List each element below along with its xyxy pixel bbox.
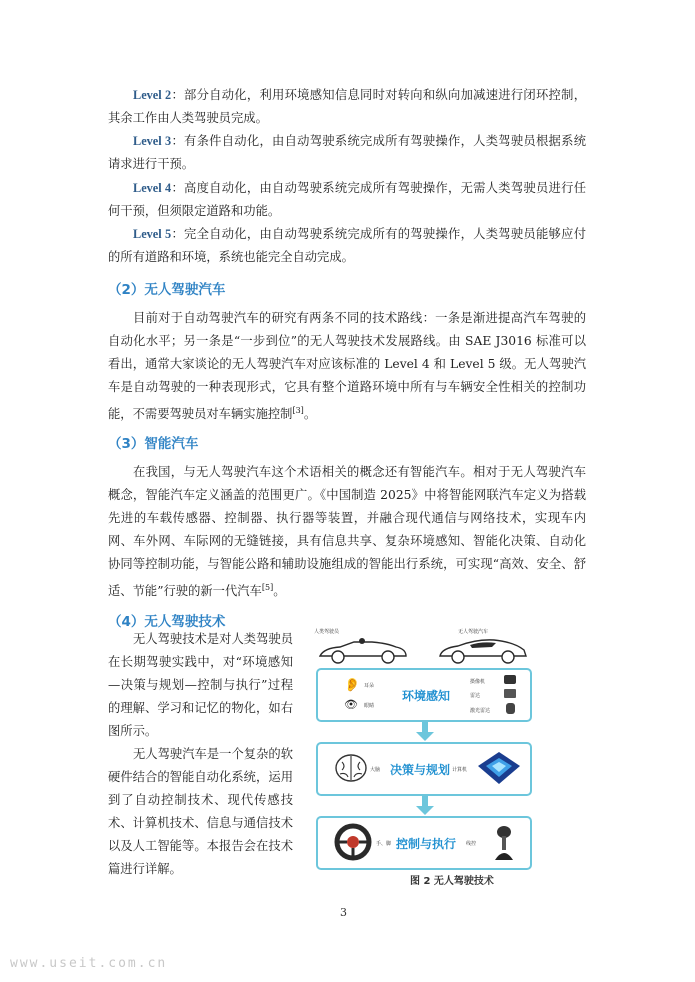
decision-box [316, 742, 532, 796]
computer-label: 计算机 [452, 767, 468, 773]
citation-3: [3] [292, 406, 304, 415]
brain-icon [334, 752, 368, 784]
human-driver-label: 人类驾驶员 [314, 629, 340, 635]
perception-box [316, 668, 532, 722]
chip-icon [476, 750, 522, 786]
section-3-heading: （3）智能汽车 [108, 436, 199, 452]
radar-label: 雷达 [470, 693, 481, 699]
level-2-label: Level 2 [133, 88, 172, 102]
eye-icon: 👁 [344, 698, 358, 711]
section-2-text: 目前对于自动驾驶汽车的研究有两条不同的技术路线：一条是渐进提高汽车驾驶的自动化水平；另一条是“一步到位”的无人驾驶技术发展路线。由 SAE J3016 标准可以看出，通常大家谈论的无人驾驶汽车对应该标准的 Level 4 和 Level 5 级。无人驾驶汽车是自动驾驶的一种表现形式，它具有整个道路环境中所有与车辆安全性相关的控制功能，不需要驾驶员对车辆实施控制 [108, 311, 586, 422]
section-3-body [108, 461, 586, 603]
control-box [316, 816, 532, 870]
watermark: www.useit.com.cn [10, 956, 168, 971]
decision-title: 决策与规划 [390, 763, 451, 777]
level-4-paragraph [108, 177, 586, 223]
level-3-text: ：有条件自动化，由自动驾驶系统完成所有驾驶操作，人类驾驶员根据系统请求进行干预。 [108, 134, 586, 171]
driverless-technology-figure [308, 620, 538, 882]
level-2-paragraph [108, 84, 586, 130]
level-4-text: ：高度自动化，由自动驾驶系统完成所有驾驶操作，无需人类驾驶员进行任何干预，但须限定道路和功能。 [108, 181, 586, 218]
section-4-paragraph-2: 无人驾驶汽车是一个复杂的软硬件结合的智能自动化系统，运用到了自动控制技术、现代传感技术、计算机技术、信息与通信技术以及人工智能等。本报告会在技术篇进行详解。 [108, 747, 293, 876]
level-3-paragraph [108, 130, 586, 176]
section-3-text: 在我国，与无人驾驶汽车这个术语相关的概念还有智能汽车。相对于无人驾驶汽车概念，智能汽车定义涵盖的范围更广。《中国制造 2025》中将智能网联汽车定义为搭载先进的车载传感器、控制器、执行器等装置，并融合现代通信与网络技术，实现车内网、车外网、车际网的无缝链接，具有信息共享、复杂环境感知、智能化决策、自动化协同等控制功能，与智能公路和辅助设施组成的智能出行系统，可实现“高效、安全、舒适、节能”行驶的新一代汽车 [108, 465, 586, 599]
camera-icon [504, 675, 516, 684]
drive-by-wire-label: 线控 [466, 841, 477, 847]
level-3-label: Level 3 [133, 134, 172, 148]
lidar-icon [506, 703, 515, 714]
steering-wheel-icon [334, 823, 372, 861]
down-arrow-2-icon [416, 806, 434, 815]
eye-label: 眼睛 [364, 703, 375, 709]
section-2-end: 。 [303, 407, 317, 422]
level-5-paragraph [108, 223, 586, 269]
section-2-heading: （2）无人驾驶汽车 [108, 282, 226, 298]
hands-feet-label: 手、脚 [376, 841, 392, 847]
page-number: 3 [340, 906, 347, 919]
perception-title: 环境感知 [402, 689, 451, 703]
figure-caption: 图 2 无人驾驶技术 [410, 876, 494, 887]
ear-label: 耳朵 [364, 683, 375, 689]
citation-5: [5] [261, 583, 274, 592]
section-2-body [108, 307, 586, 426]
radar-icon [504, 689, 516, 698]
section-3-end: 。 [273, 584, 286, 599]
down-arrow-1-icon [416, 732, 434, 741]
driverless-car-label: 无人驾驶汽车 [458, 629, 489, 635]
lidar-label: 激光雷达 [470, 708, 491, 714]
section-4-heading: （4）无人驾驶技术 [108, 614, 226, 630]
brain-label: 大脑 [370, 767, 381, 773]
level-2-text: ：部分自动化，利用环境感知信息同时对转向和纵向加减速进行闭环控制，其余工作由人类驾驶员完成。 [108, 88, 586, 125]
arrow-stem-2 [422, 796, 428, 806]
level-5-label: Level 5 [133, 227, 172, 241]
section-4-paragraph-1: 无人驾驶技术是对人类驾驶员在长期驾驶实践中，对“环境感知—决策与规划—控制与执行”过程的理解、学习和记忆的物化，如右图所示。 [108, 632, 293, 738]
arrow-stem-1 [422, 722, 428, 732]
driverless-car-icon [436, 636, 528, 666]
level-4-label: Level 4 [133, 181, 172, 195]
control-title: 控制与执行 [396, 837, 457, 851]
level-5-text: ：完全自动化，由自动驾驶系统完成所有的驾驶操作，人类驾驶员能够应付的所有道路和环境，系统也能完全自动完成。 [108, 227, 586, 264]
convertible-car-icon [316, 636, 408, 666]
camera-label: 摄像机 [470, 679, 486, 685]
gear-shifter-icon [492, 824, 516, 862]
ear-icon: 👂 [344, 678, 361, 693]
